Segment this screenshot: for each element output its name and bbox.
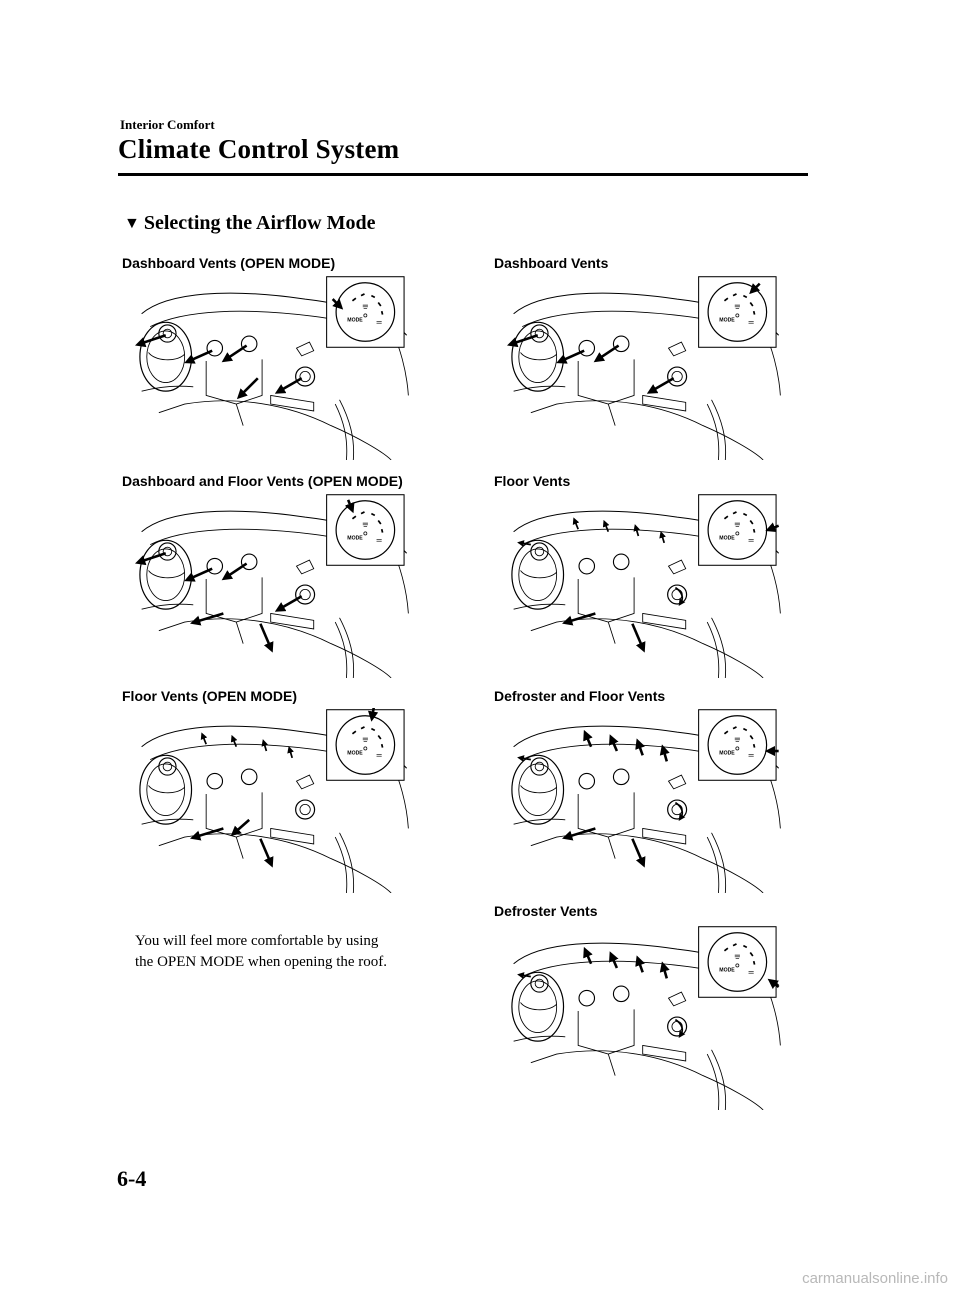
panel-title: Dashboard Vents (OPEN MODE) (122, 255, 336, 271)
panel-title: Floor Vents (494, 473, 571, 489)
airflow-panel-floor (482, 473, 812, 673)
floor-vents-illustration (482, 493, 812, 678)
panel-title: Defroster Vents (494, 903, 598, 919)
note-line: You will feel more comfortable by using (135, 933, 379, 949)
airflow-panel-defroster (482, 903, 812, 1113)
dashboard-floor-vents-open-mode-illustration (110, 493, 440, 678)
page-title: Climate Control System (118, 134, 400, 164)
watermark: carmanualsonline.info (802, 1270, 948, 1287)
airflow-panel-floor-open (110, 688, 440, 888)
page-number: 6-4 (117, 1166, 147, 1191)
dashboard-vents-open-mode-illustration (110, 275, 440, 460)
triangle-marker-icon: ▼ (124, 214, 140, 232)
dashboard-vents-illustration (482, 275, 812, 460)
subsection-heading (124, 212, 375, 235)
defroster-floor-vents-illustration (482, 708, 812, 893)
airflow-panel-dashboard-floor-open (110, 473, 450, 673)
floor-vents-open-mode-illustration (110, 708, 440, 893)
title-rule (118, 173, 808, 176)
panel-title: Dashboard and Floor Vents (OPEN MODE) (122, 473, 403, 489)
subsection-title: Selecting the Airflow Mode (143, 212, 376, 234)
defroster-vents-illustration (482, 925, 812, 1110)
section-label: Interior Comfort (120, 117, 215, 132)
open-mode-note (135, 931, 435, 973)
panel-title: Dashboard Vents (494, 255, 609, 271)
airflow-panel-dashboard-open (110, 255, 440, 455)
airflow-panel-defroster-floor (482, 688, 812, 888)
panel-title: Floor Vents (OPEN MODE) (122, 688, 298, 704)
panel-title: Defroster and Floor Vents (494, 688, 666, 704)
note-line: the OPEN MODE when opening the roof. (135, 954, 388, 970)
airflow-panel-dashboard (482, 255, 812, 455)
